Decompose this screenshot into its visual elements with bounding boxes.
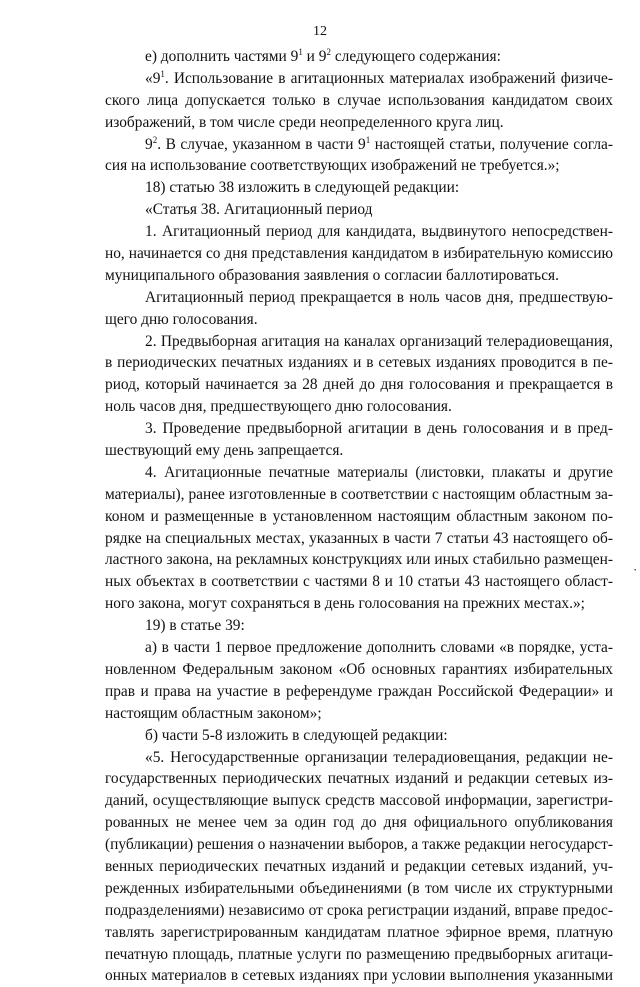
text-line: ластного закона, на рекламных конструкциях или иных стабильно размещен- bbox=[105, 551, 613, 569]
text-line: онных материалов в сетевых изданиях при условии выполнения указанными bbox=[105, 967, 613, 985]
text-line: 19) в статье 39: bbox=[145, 617, 245, 635]
text-line: тавлять зарегистрированным кандидатам платное эфирное время, платную bbox=[105, 923, 613, 941]
text-line: настоящим областным законом»; bbox=[105, 704, 322, 722]
text-line: б) части 5-8 изложить в следующей редакции: bbox=[145, 726, 448, 744]
text-line: шествующий ему день запрещается. bbox=[105, 442, 344, 460]
text-line: 18) статью 38 изложить в следующей редакции: bbox=[145, 179, 460, 197]
text-line: сия на использование соответствующих изображений не требуется.»; bbox=[105, 157, 560, 175]
text-line: даний, осуществляющие выпуск средств массовой информации, зарегистри- bbox=[105, 792, 613, 810]
text-line: ных объектах в соответствии с частями 8 и 10 статьи 43 настоящего област- bbox=[105, 573, 613, 591]
text-line: а) в части 1 первое предложение дополнить словами «в порядке, уста- bbox=[145, 639, 613, 657]
text-line: ного закона, могут сохраняться в день голосования на прежних местах.»; bbox=[105, 595, 585, 613]
text-line: «$9^1$. Использование в агитационных материалах изображений физиче- bbox=[145, 68, 613, 87]
text-line: «Статья 38. Агитационный период bbox=[145, 201, 373, 219]
text-line: ноль часов дня, предшествующего дню голосования. bbox=[105, 398, 452, 416]
text-line: «5. Негосударственные организации телерадиовещания, редакции не- bbox=[145, 748, 613, 766]
text-line: государственных периодических печатных изданий и редакции сетевых из- bbox=[105, 770, 613, 788]
text-line: 1. Агитационный период для кандидата, выдвинутого непосредствен- bbox=[145, 223, 613, 241]
text-line: рованных не менее чем за один год до дня официального опубликования bbox=[105, 814, 613, 832]
text-line: коном и размещенные в установленном настоящим областным законом по- bbox=[105, 507, 613, 525]
text-line: $9^2$. В случае, указанном в части $9^1$ настоящей статьи, получение согла- bbox=[145, 134, 613, 153]
text-line: рядке на специальных местах, указанных в части 7 статьи 43 настоящего об- bbox=[105, 529, 613, 547]
text-line: 4. Агитационные печатные материалы (листовки, плакаты и другие bbox=[145, 463, 613, 481]
document-body bbox=[105, 46, 613, 987]
text-line: Агитационный период прекращается в ноль часов дня, предшествую- bbox=[145, 288, 613, 306]
page-number: 12 bbox=[313, 24, 327, 39]
text-line: подразделениями) независимо от срока регистрации изданий, вправе предос- bbox=[105, 901, 613, 919]
text-line: новленном Федеральным законом «Об основных гарантиях избирательных bbox=[105, 660, 613, 678]
text-line: е) дополнить частями $9^1$ и $9^2$ следующего содержания: bbox=[145, 47, 501, 65]
text-line: муниципального образования заявления о согласии баллотироваться. bbox=[105, 266, 559, 284]
text-line: риод, который начинается за 28 дней до дня голосования и прекращается в bbox=[105, 376, 613, 394]
text-line: но, начинается со дня представления кандидатом в избирательную комиссию bbox=[105, 245, 613, 263]
text-line: прав и права на участие в референдуме граждан Российской Федерации» и bbox=[105, 682, 613, 700]
text-line: материалы), ранее изготовленные в соответствии с настоящим областным за- bbox=[105, 485, 613, 503]
text-line: щего дню голосования. bbox=[105, 310, 258, 328]
text-line: (публикации) решения о назначении выборов, а также редакции негосударст- bbox=[105, 836, 613, 854]
text-line: изображений, в том числе среди неопределенного круга лиц. bbox=[105, 113, 504, 131]
text-line: режденных избирательными объединениями (в том числе их структурными bbox=[105, 879, 613, 897]
text-line: в периодических печатных изданиях и в сетевых изданиях проводится в пе- bbox=[105, 354, 613, 372]
margin-mark: · bbox=[633, 562, 638, 577]
text-line: венных периодических печатных изданий и редакции сетевых изданий, уч- bbox=[105, 857, 613, 875]
text-line: 3. Проведение предвыборной агитации в день голосования и в пред- bbox=[145, 420, 613, 438]
text-line: печатную площадь, платные услуги по размещению предвыборных агитаци- bbox=[105, 945, 613, 963]
text-line: ского лица допускается только в случае использования кандидатом своих bbox=[105, 91, 613, 109]
text-line: 2. Предвыборная агитация на каналах организаций телерадиовещания, bbox=[145, 332, 613, 350]
